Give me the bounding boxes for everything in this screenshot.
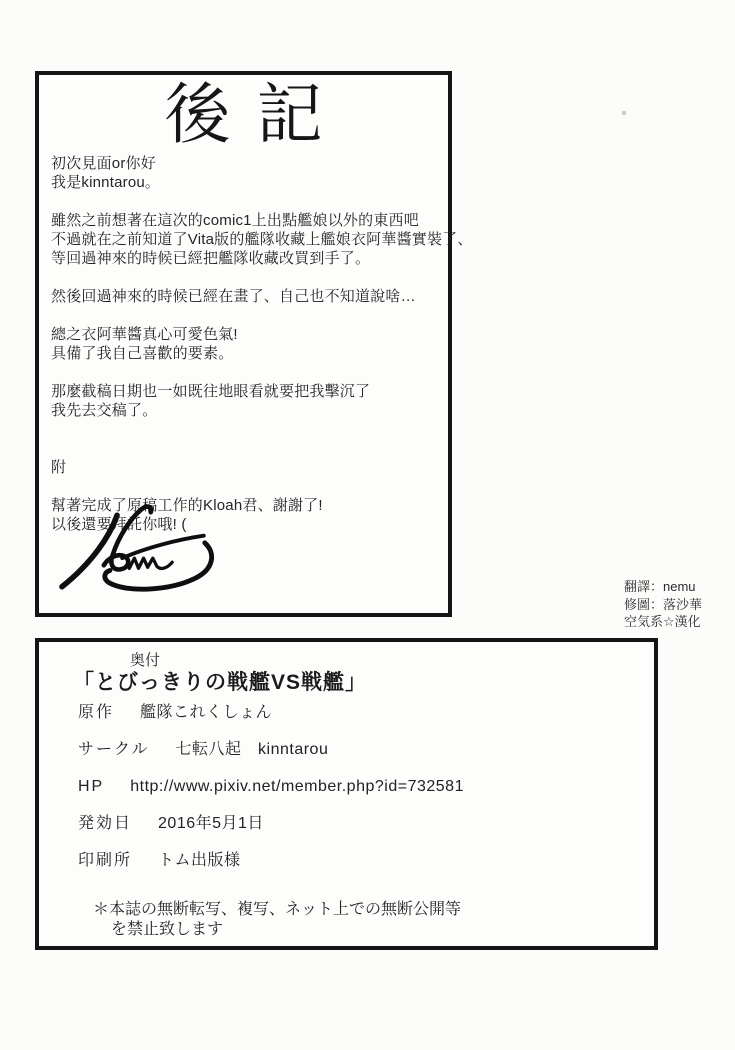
- row-label: 印刷所: [78, 852, 133, 869]
- translation-credits: [624, 578, 702, 631]
- copyright-notice-line: ＊本誌の無断転写、複写、ネット上での無断公開等: [93, 901, 462, 918]
- afterword-line: 總之衣阿華醬真心可愛色氣!: [51, 326, 238, 343]
- colophon-row-original: [78, 704, 464, 721]
- colophon-row-issue-date: [78, 815, 464, 832]
- colophon-row-homepage: [78, 778, 464, 795]
- afterword-title: 後記: [164, 79, 349, 152]
- book-title: 「とびっきりの戦艦VS戦艦」: [73, 671, 368, 694]
- afterword-line: 幫著完成了原稿工作的Kloah君、謝謝了!: [51, 497, 323, 514]
- afterword-line: 具備了我自己喜歡的要素。: [51, 345, 234, 362]
- colophon-row-circle: [78, 741, 464, 758]
- copyright-notice-line: を禁止致します: [111, 921, 224, 938]
- afterword-line: 初次見面or你好: [51, 155, 156, 172]
- afterword-line: 附: [51, 459, 67, 476]
- afterword-line: 我先去交稿了。: [51, 402, 158, 419]
- row-label: サークル: [78, 741, 150, 758]
- scan-speckle: [622, 111, 626, 115]
- colophon-rows: [78, 704, 464, 889]
- colophon-section-label: 奥付: [130, 652, 161, 669]
- copyright-notice: [93, 900, 461, 940]
- afterword-text: [51, 154, 473, 534]
- credit-retouch: 修圖：落沙華: [624, 596, 703, 612]
- artist-signature-icon: [51, 499, 226, 601]
- colophon-panel: [35, 638, 658, 950]
- credit-translator: 翻譯：nemu: [624, 579, 696, 594]
- afterword-line: 我是kinntarou。: [51, 174, 161, 191]
- row-value: トム出版様: [158, 852, 241, 869]
- row-label: 発効日: [78, 815, 133, 832]
- credit-group: 空気系☆漢化: [624, 614, 701, 629]
- row-value: 2016年5月1日: [158, 815, 264, 832]
- afterword-line: 以後還要拜託你哦! (: [51, 516, 187, 533]
- colophon-row-printer: [78, 852, 464, 869]
- row-label: 原作: [78, 704, 115, 721]
- afterword-line: 然後回過神來的時候已經在畫了、自己也不知道說啥…: [51, 288, 416, 305]
- row-value: 艦隊これくしょん: [140, 704, 273, 721]
- row-label: HP: [78, 778, 105, 795]
- homepage-url: http://www.pixiv.net/member.php?id=732581: [130, 778, 464, 795]
- afterword-line: 雖然之前想著在這次的comic1上出點艦娘以外的東西吧: [51, 212, 419, 229]
- afterword-line: 不過就在之前知道了Vita版的艦隊收藏上艦娘衣阿華醬實裝了、: [51, 231, 473, 248]
- afterword-line: 那麼截稿日期也一如既往地眼看就要把我擊沉了: [51, 383, 371, 400]
- row-value: 七転八起 kinntarou: [175, 741, 329, 758]
- afterword-line: 等回過神來的時候已經把艦隊收藏改買到手了。: [51, 250, 371, 267]
- afterword-panel: [35, 71, 473, 617]
